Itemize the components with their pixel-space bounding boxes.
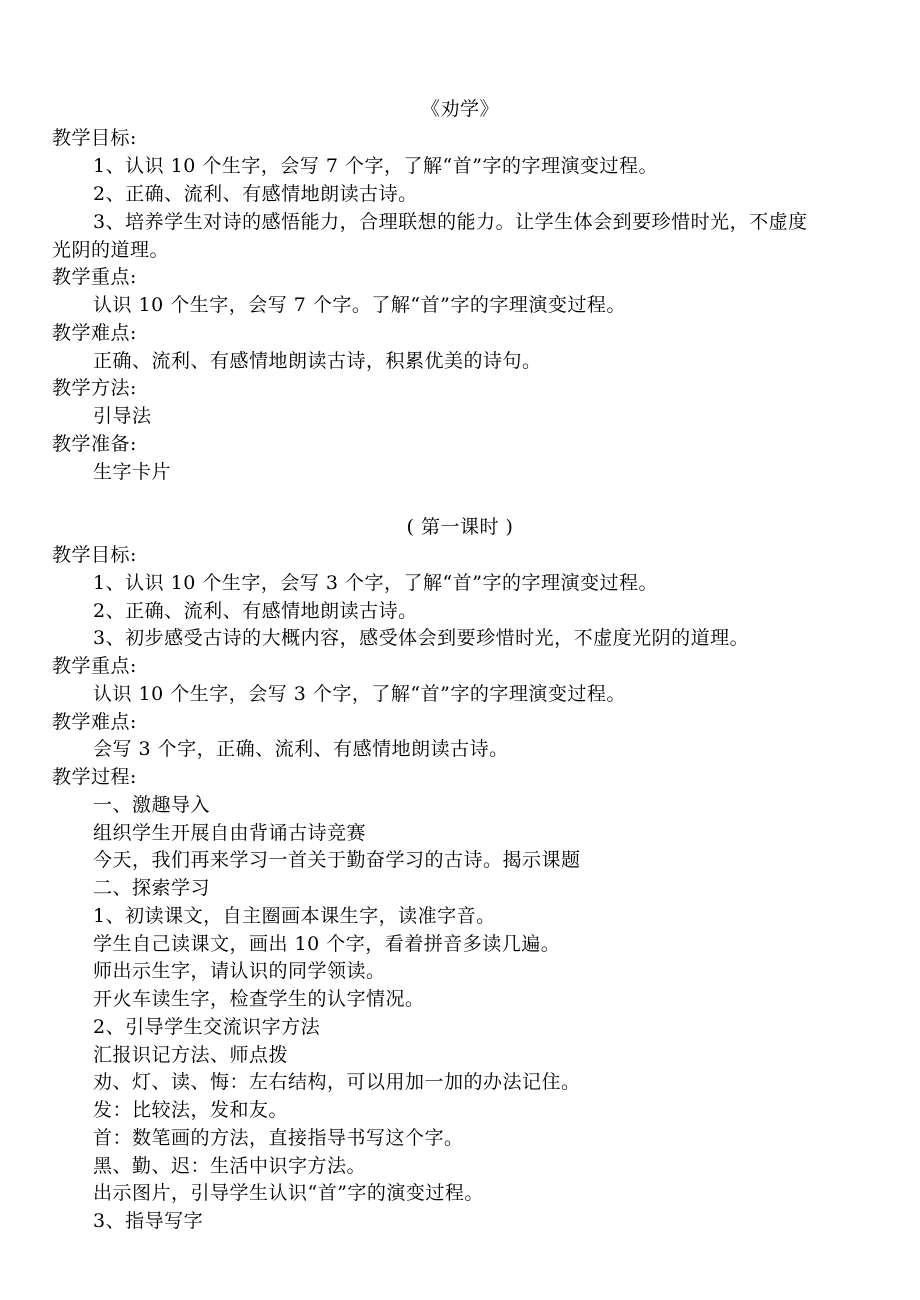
lesson-1-key-heading: 教学重点:	[52, 655, 137, 677]
difficulty-heading: 教学难点:	[52, 322, 137, 344]
lesson-1-process-heading: 教学过程:	[52, 766, 137, 788]
process-line: 3、指导写字	[93, 1210, 204, 1232]
process-line: 发：比较法，发和友。	[93, 1099, 289, 1121]
lesson-1-difficulty-heading: 教学难点:	[52, 711, 137, 733]
goal-item-3-continued: 光阴的道理。	[52, 239, 170, 261]
process-line: 出示图片，引导学生认识“首”字的演变过程。	[93, 1182, 484, 1204]
goal-item-1: 1、认识 10 个生字，会写 7 个字，了解“首”字的字理演变过程。	[93, 155, 658, 177]
process-step-2: 二、探索学习	[93, 877, 211, 899]
lesson-1-goal-1: 1、认识 10 个生字，会写 3 个字，了解“首”字的字理演变过程。	[93, 572, 658, 594]
process-line: 首：数笔画的方法，直接指导书写这个字。	[93, 1127, 464, 1149]
process-line: 1、初读课文，自主圈画本课生字，读准字音。	[93, 905, 496, 927]
lesson-1-goal-heading: 教学目标:	[52, 544, 137, 566]
preparation-heading: 教学准备:	[52, 433, 137, 455]
preparation-text: 生字卡片	[93, 461, 172, 483]
process-line: 劝、灯、读、悔：左右结构，可以用加一加的办法记住。	[93, 1071, 581, 1093]
goal-item-3: 3、培养学生对诗的感悟能力，合理联想的能力。让学生体会到要珍惜时光，不虚度	[93, 211, 808, 233]
key-point-heading: 教学重点:	[52, 266, 137, 288]
method-heading: 教学方法:	[52, 377, 137, 399]
process-line: 汇报识记方法、师点拨	[93, 1044, 289, 1066]
process-line: 黑、勤、迟：生活中识字方法。	[93, 1155, 367, 1177]
process-line: 师出示生字，请认识的同学领读。	[93, 960, 386, 982]
lesson-1-goal-2: 2、正确、流利、有感情地朗读古诗。	[93, 600, 418, 622]
process-step-1: 一、激趣导入	[93, 794, 211, 816]
difficulty-text: 正确、流利、有感情地朗读古诗，积累优美的诗句。	[93, 350, 542, 372]
goal-item-2: 2、正确、流利、有感情地朗读古诗。	[93, 183, 418, 205]
lesson-1-difficulty-text: 会写 3 个字，正确、流利、有感情地朗读古诗。	[93, 738, 509, 760]
process-line: 开火车读生字，检查学生的认字情况。	[93, 988, 425, 1010]
lesson-1-title: ( 第一课时 )	[406, 516, 514, 538]
method-text: 引导法	[93, 405, 152, 427]
key-point-text: 认识 10 个生字，会写 7 个字。了解“首”字的字理演变过程。	[93, 294, 626, 316]
goal-heading: 教学目标:	[52, 127, 137, 149]
process-line: 学生自己读课文，画出 10 个字，看着拼音多读几遍。	[93, 933, 561, 955]
doc-title: 《劝学》	[420, 98, 499, 120]
process-line: 今天，我们再来学习一首关于勤奋学习的古诗。揭示课题	[93, 849, 581, 871]
process-line: 组织学生开展自由背诵古诗竞赛	[93, 822, 367, 844]
process-line: 2、引导学生交流识字方法	[93, 1016, 321, 1038]
lesson-1-goal-3: 3、初步感受古诗的大概内容，感受体会到要珍惜时光，不虚度光阴的道理。	[93, 627, 750, 649]
lesson-1-key-text: 认识 10 个生字，会写 3 个字，了解“首”字的字理演变过程。	[93, 683, 626, 705]
